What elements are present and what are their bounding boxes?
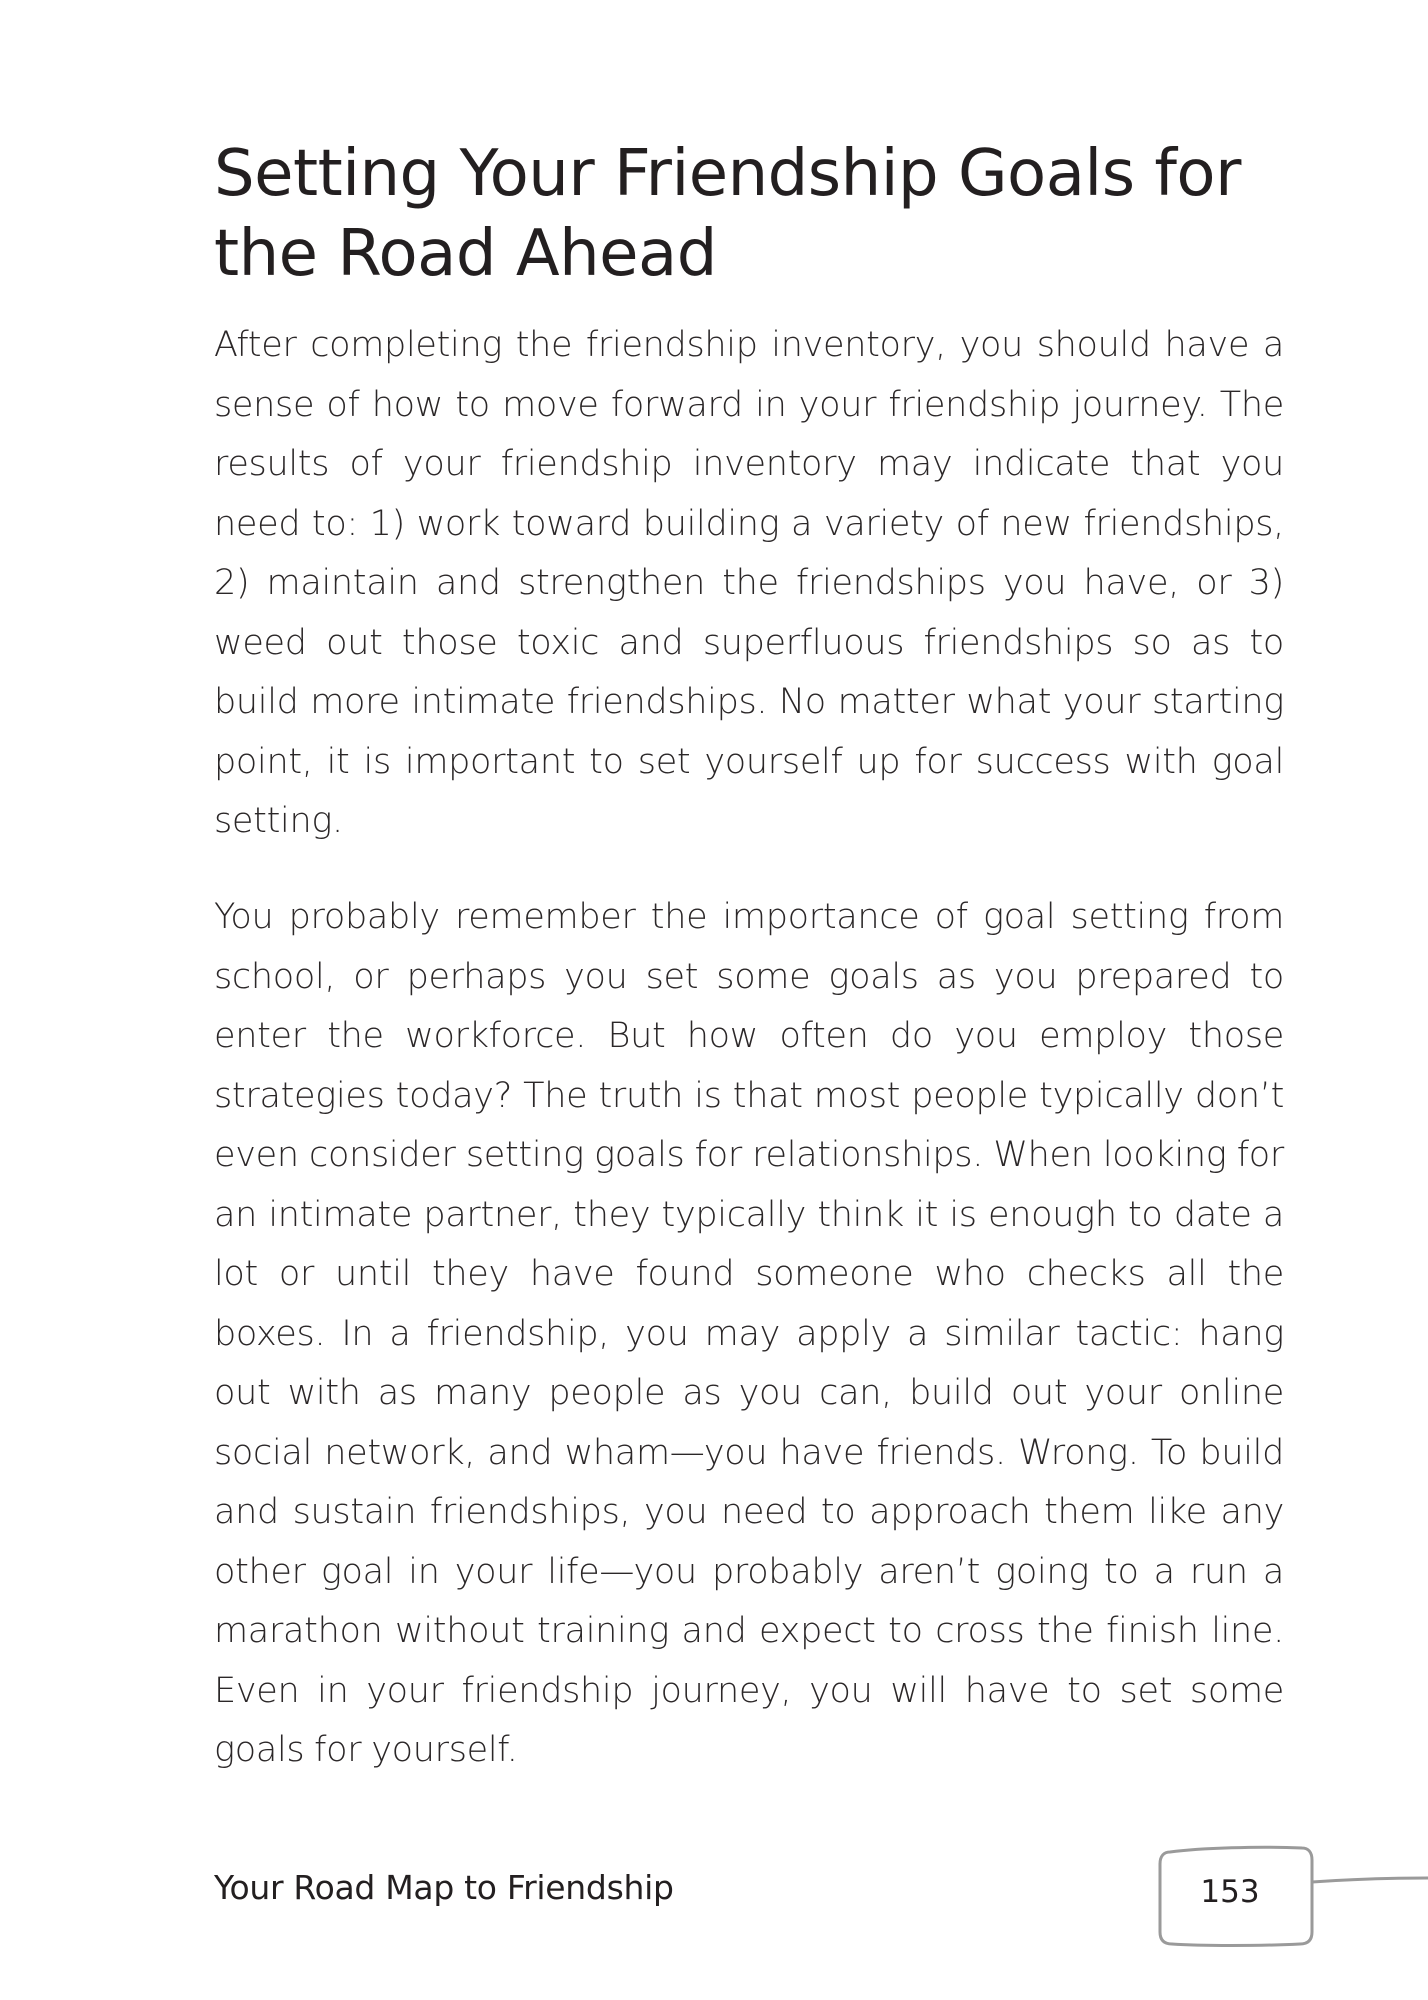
tab-line: [1312, 1878, 1428, 1882]
body-paragraph-1: After completing the friendship inventory, you should have a sense of how to move forward in your friendship journey. The results of your friendship inventory may indicate that you need to: 1) work toward building a variety of new friendships, 2) maintain and strengthen the friendships you have, or 3) weed out those toxic and superfluous friendships so as to build more intimate friendships. No matter what your starting point, it is important to set yourself up for success with goal setting.: [214, 325, 1284, 841]
body-paragraph-2: You probably remember the importance of goal setting from school, or perhaps you set some goals as you prepared to enter the workforce. But how often do you employ those strategies today? The truth is that most people typically don’t even consider setting goals for relationships. When looking for an intimate partner, they typically think it is enough to date a lot or until they have found someone who checks all the boxes. In a friendship, you may apply a similar tactic: hang out with as many people as you can, build out your online social network, and wham—you have friends. Wrong. To build and sustain friendships, you need to approach them like any other goal in your life—you probably aren’t going to a run a marathon without training and expect to cross the finish line. Even in your friendship journey, you will have to set some goals for yourself.: [214, 897, 1284, 1770]
section-heading: Setting Your Friendship Goals for the Road Ahead: [214, 137, 1241, 291]
running-footer-book-title: Your Road Map to Friendship: [214, 1868, 674, 1907]
page-number: 153: [1200, 1874, 1260, 1910]
